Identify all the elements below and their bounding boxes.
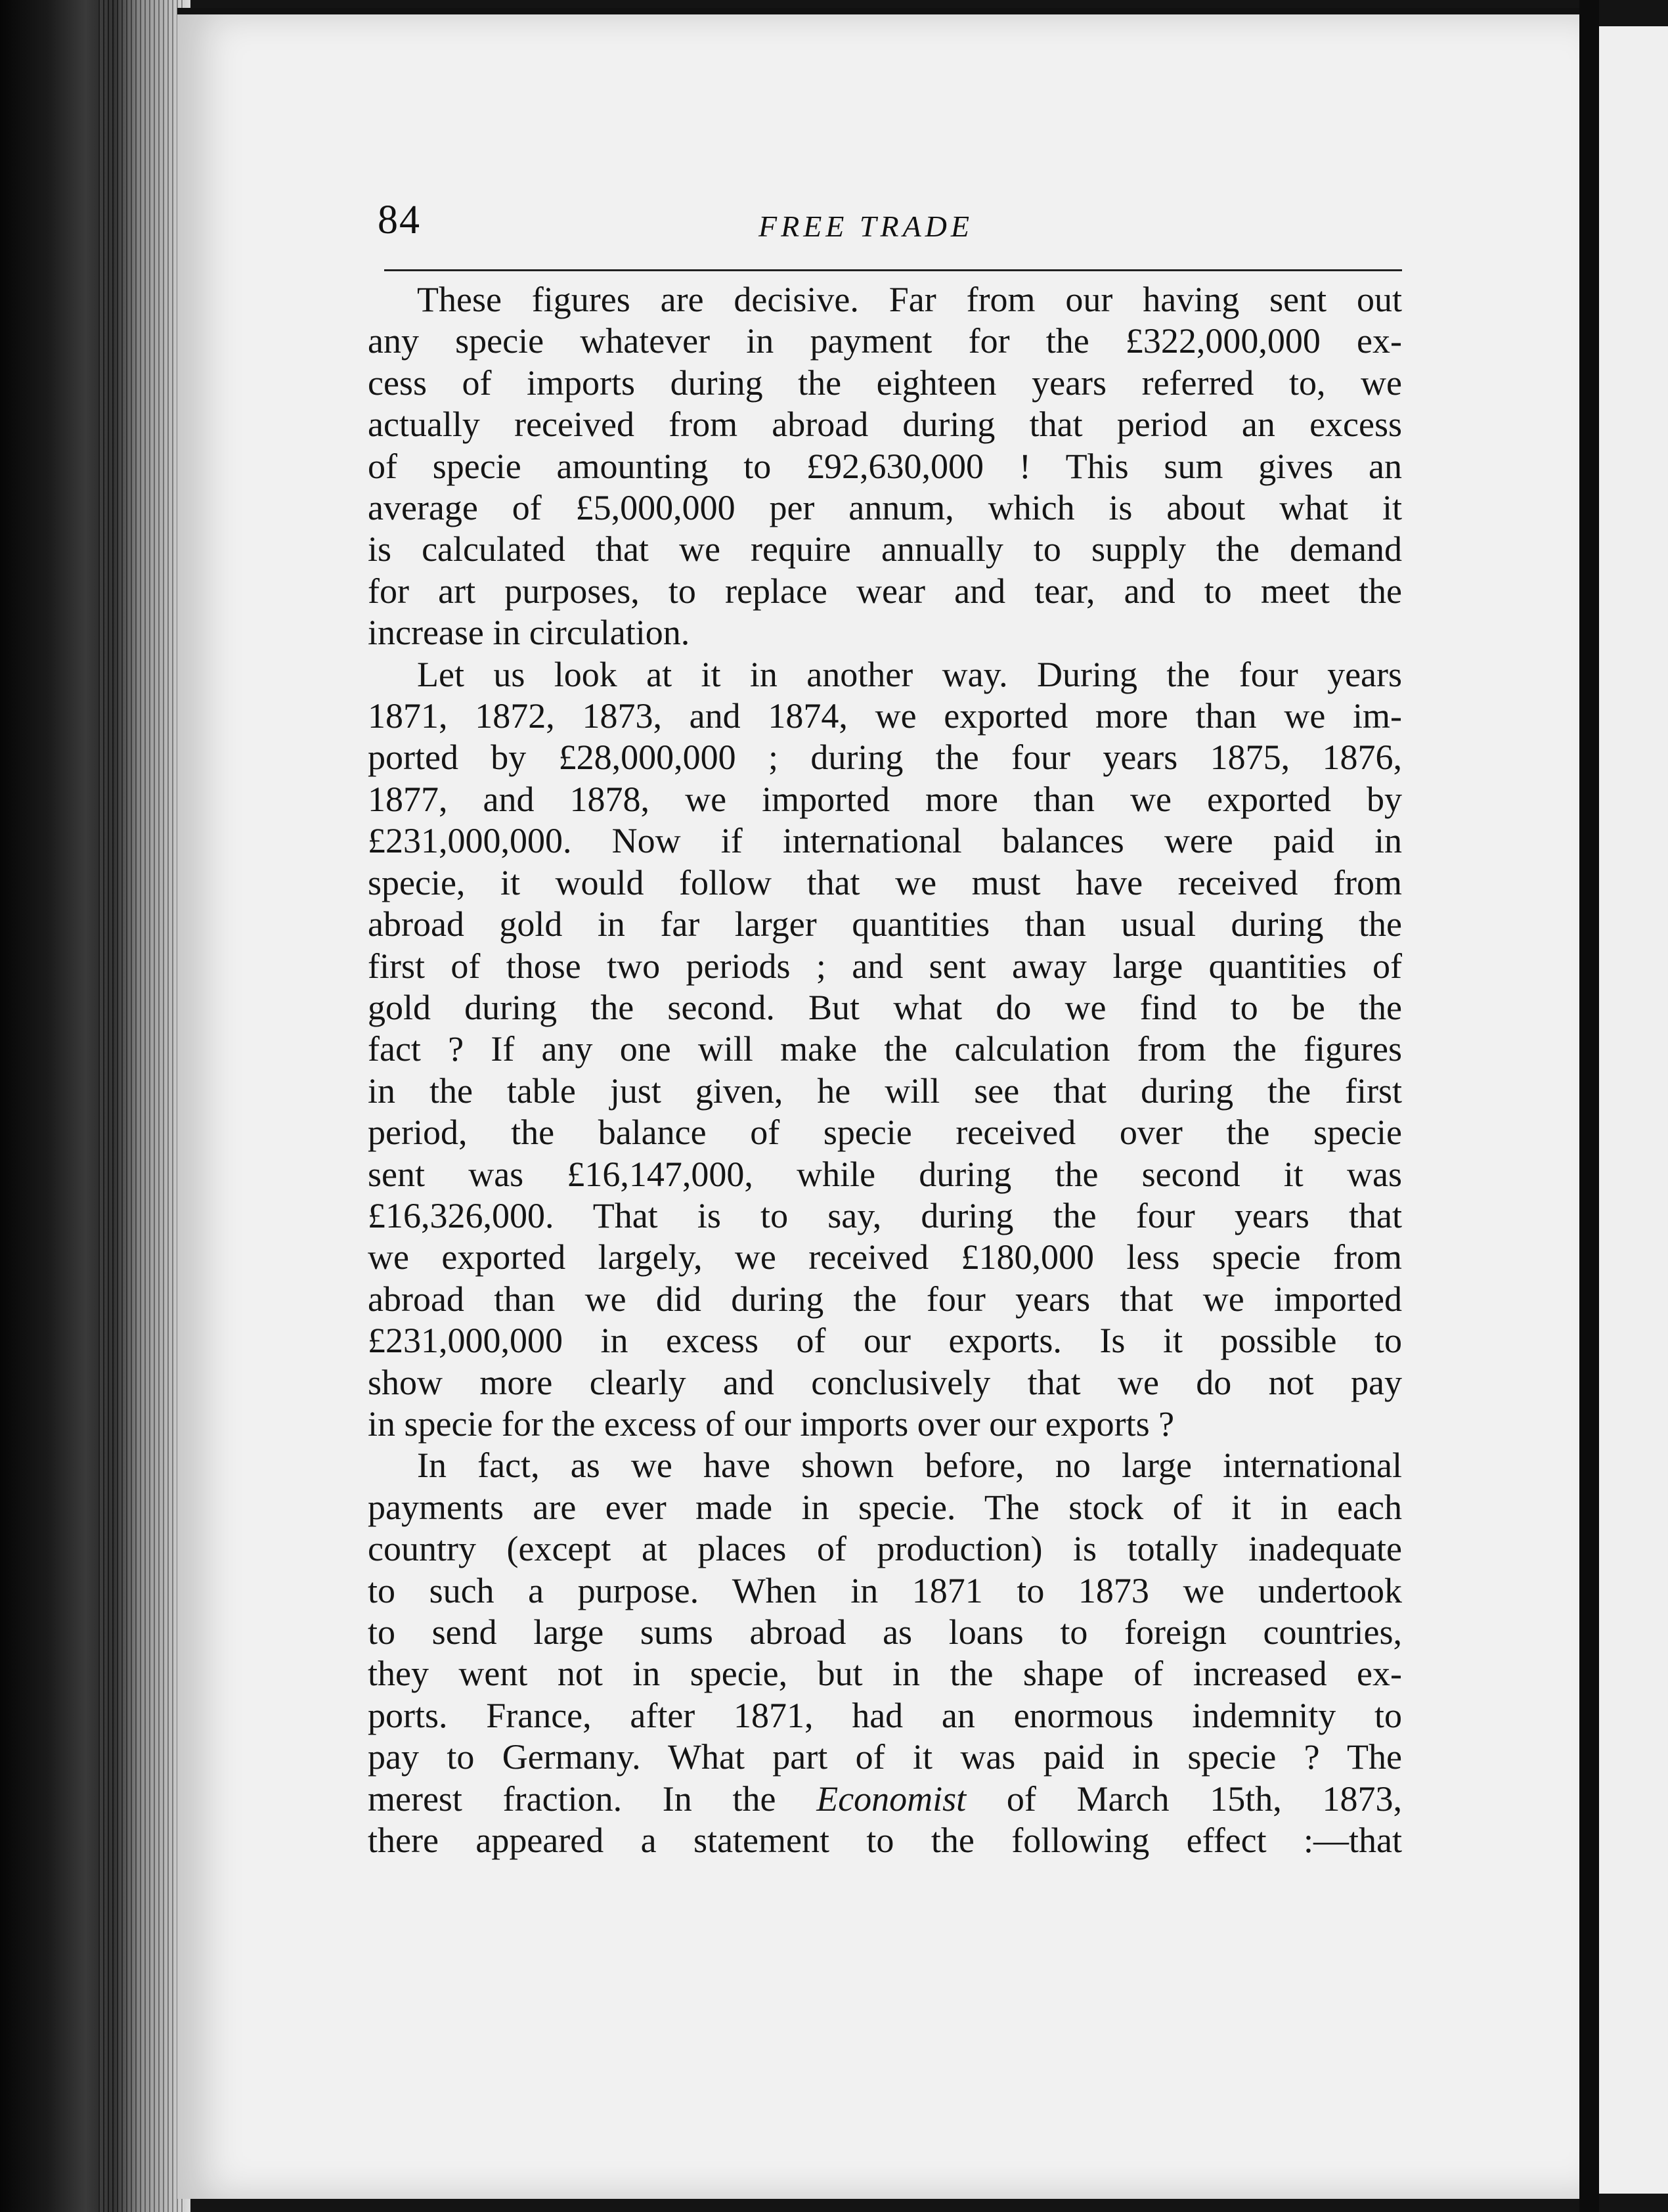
body-text xyxy=(368,279,1402,1861)
text-line-with-italic xyxy=(368,1779,1402,1820)
page-top-border xyxy=(177,8,1583,14)
text-fragment: merest fraction. In the xyxy=(368,1779,817,1819)
text-line: Let us look at it in another way. During the four years xyxy=(417,654,1402,694)
running-head: FREE TRADE xyxy=(758,210,973,243)
text-line: fact ? If any one will make the calculation from the figures xyxy=(368,1029,1402,1069)
header-rule xyxy=(384,269,1402,271)
text-line: there appeared a statement to the following effect :—that xyxy=(368,1821,1402,1861)
text-line: £231,000,000 in excess of our exports. Is it possible to xyxy=(368,1321,1402,1361)
text-line: abroad than we did during the four years that we imported xyxy=(368,1279,1402,1319)
text-line: in specie for the excess of our imports over our exports ? xyxy=(368,1404,1175,1444)
text-line: ported by £28,000,000 ; during the four years 1875, 1876, xyxy=(368,738,1402,778)
book-gutter xyxy=(1579,0,1599,2212)
text-line: specie, it would follow that we must have received from xyxy=(368,862,1402,902)
text-line: gold during the second. But what do we find to be the xyxy=(368,987,1402,1027)
text-line: show more clearly and conclusively that we do not pay xyxy=(368,1362,1402,1402)
text-line: they went not in specie, but in the shape of increased ex- xyxy=(368,1654,1402,1694)
text-line: is calculated that we require annually to supply the demand xyxy=(368,529,1402,569)
text-line: actually received from abroad during that period an excess xyxy=(368,405,1402,445)
text-line: sent was £16,147,000, while during the second it was xyxy=(368,1154,1402,1194)
text-line: increase in circulation. xyxy=(368,613,690,653)
text-fragment: of March 15th, 1873, xyxy=(966,1779,1402,1819)
text-line: pay to Germany. What part of it was paid in specie ? The xyxy=(368,1737,1402,1777)
text-line: first of those two periods ; and sent away large quantities of xyxy=(368,946,1402,986)
text-line: to send large sums abroad as loans to foreign countries, xyxy=(368,1612,1402,1652)
text-line: period, the balance of specie received over the specie xyxy=(368,1113,1402,1153)
text-line: £16,326,000. That is to say, during the four years that xyxy=(368,1195,1402,1235)
text-line: of specie amounting to £92,630,000 ! This sum gives an xyxy=(368,446,1402,486)
text-line: 1871, 1872, 1873, and 1874, we exported more than we im- xyxy=(368,696,1402,736)
text-line: £231,000,000. Now if international balances were paid in xyxy=(368,821,1402,861)
text-line: in the table just given, he will see that during the first xyxy=(368,1071,1402,1111)
text-line: abroad gold in far larger quantities than usual during the xyxy=(368,904,1402,944)
italic-title-economist: Economist xyxy=(816,1779,967,1819)
text-line: average of £5,000,000 per annum, which is about what it xyxy=(368,488,1402,528)
page-stack-edge xyxy=(99,0,184,2212)
page-header xyxy=(378,197,1402,269)
text-line: payments are ever made in specie. The stock of it in each xyxy=(368,1487,1402,1527)
text-line: to such a purpose. When in 1871 to 1873 we undertook xyxy=(368,1570,1402,1610)
text-line: country (except at places of production) is totally inadequate xyxy=(368,1529,1402,1569)
page-number: 84 xyxy=(378,198,421,242)
text-line: ports. France, after 1871, had an enormous indemnity to xyxy=(368,1695,1402,1735)
text-line: for art purposes, to replace wear and tear, and to meet the xyxy=(368,571,1402,611)
text-line: In fact, as we have shown before, no large international xyxy=(417,1446,1402,1486)
text-line: any specie whatever in payment for the £322,000,000 ex- xyxy=(368,321,1402,361)
facing-page-edge xyxy=(1599,26,1668,2194)
text-line: 1877, and 1878, we imported more than we exported by xyxy=(368,779,1402,819)
text-line: we exported largely, we received £180,000 less specie from xyxy=(368,1237,1402,1277)
text-line: These figures are decisive. Far from our having sent out xyxy=(417,280,1402,319)
text-line: cess of imports during the eighteen years referred to, we xyxy=(368,363,1402,403)
